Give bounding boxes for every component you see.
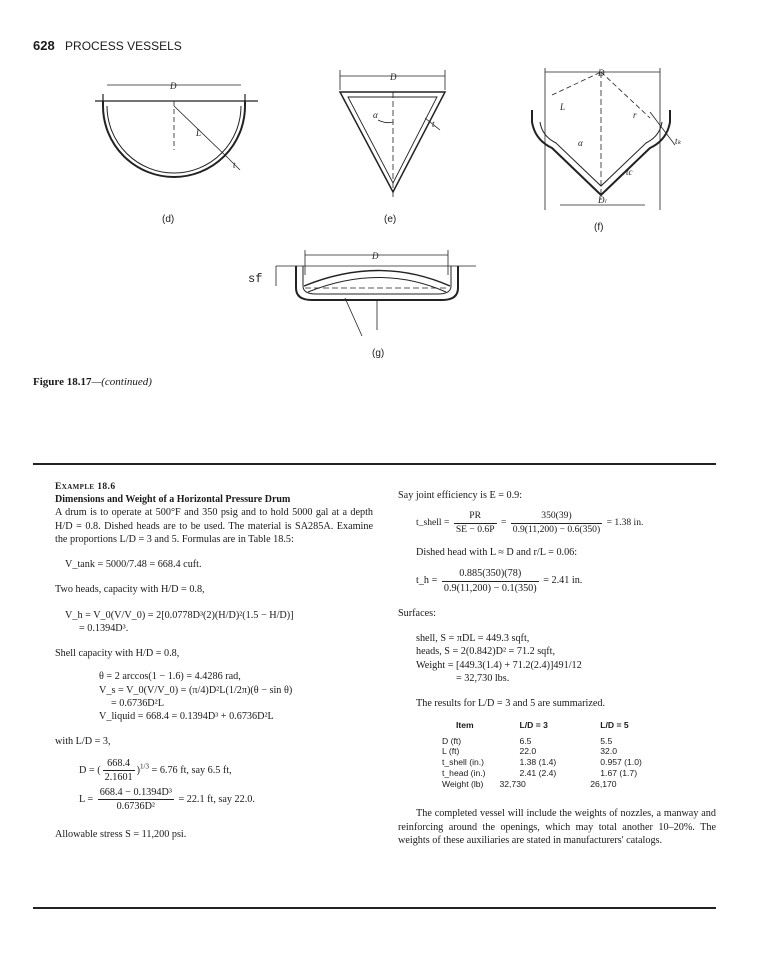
eq-D-numerator: 668.4 <box>103 757 135 771</box>
table-row <box>416 779 646 790</box>
example-title: Example 18.6 <box>55 482 116 492</box>
eq-weight-result: = 32,730 lbs. <box>456 672 510 684</box>
table-row <box>416 757 646 768</box>
text-surfaces: Surfaces: <box>398 607 436 619</box>
example-left-column <box>55 481 373 841</box>
results-table <box>416 720 646 789</box>
figure-e-dimension-alpha: α <box>373 110 378 120</box>
figure-f-dimension-DL: Dₗ <box>598 195 606 205</box>
eq-tshell: t_shell = $\frac{PR}{SE - 0.6P}$ = $\frac{350(39)}{0.9(11,200) - 0.6(350)}$ = 1.38 in. <box>416 510 644 535</box>
eq-vtank: V_tank = 5000/7.48 = 668.4 cuft. <box>65 559 202 571</box>
table-cell: 5.5 <box>600 735 613 746</box>
results-header-item: Item <box>456 720 474 731</box>
eq-tshell-num1: PR <box>454 510 497 523</box>
table-cell: D (ft) <box>442 735 462 746</box>
text-results: The results for L/D = 3 and 5 are summarized. <box>416 698 606 710</box>
eq-th-rhs: = 2.41 in. <box>543 575 583 587</box>
eq-tshell-lhs: t_shell = <box>416 517 450 529</box>
table-cell: L (ft) <box>442 746 460 757</box>
eq-vliquid: V_liquid = 668.4 = 0.1394D³ + 0.6736D²L <box>99 711 274 723</box>
table-row <box>416 746 646 757</box>
table-row <box>416 768 646 779</box>
figure-d-dimension-t: t <box>233 160 236 170</box>
eq-tshell-rhs: = 1.38 in. <box>606 517 644 529</box>
text-dished-head: Dished head with L ≈ D and r/L = 0.06: <box>416 547 578 559</box>
figure-f-dimension-r: r <box>633 110 637 120</box>
eq-D-rhs: = 6.76 ft, say 6.5 ft, <box>151 764 232 776</box>
figure-caption-number: Figure 18.17 <box>33 376 92 388</box>
eq-tshell-num2: 350(39) <box>511 510 602 523</box>
eq-th-lhs: t_h = <box>416 575 438 587</box>
table-cell: 26,170 <box>590 778 617 789</box>
figure-g-drawing <box>276 250 476 336</box>
example-right-column <box>398 489 716 847</box>
eq-vh: V_h = V_0(V/V_0) = 2[0.0778D³(2)(H/D)²(1.5 − H/D)] <box>65 609 294 621</box>
eq-surface-heads: heads, S = 2(0.842)D² = 71.2 sqft, <box>416 646 556 658</box>
eq-vh-result: = 0.1394D³. <box>79 622 129 634</box>
table-cell: t_head (in.) <box>442 767 486 778</box>
table-cell: t_shell (in.) <box>442 757 485 768</box>
text-allowable-stress: Allowable stress S = 11,200 psi. <box>55 828 187 840</box>
eq-L-denominator: 0.6736D² <box>116 801 155 813</box>
figure-e-dimension-D: D <box>390 72 397 82</box>
table-row <box>416 736 646 747</box>
table-cell: 32.0 <box>600 746 618 757</box>
eq-surface-shell: shell, S = πDL = 449.3 sqft, <box>416 633 530 645</box>
figure-f-label: (f) <box>594 222 604 233</box>
figure-f-dimension-L: L <box>560 102 566 112</box>
figure-d-dimension-L: L <box>196 128 202 138</box>
bottom-rule <box>33 907 716 909</box>
eq-D-lhs: D = <box>79 764 95 776</box>
results-header-ld5: L/D = 5 <box>600 720 629 731</box>
text-shell-capacity: Shell capacity with H/D = 0.8, <box>55 648 180 660</box>
eq-L-rhs: = 22.1 ft, say 22.0. <box>178 794 255 806</box>
table-cell: 32,730 <box>499 778 526 789</box>
eq-vs: V_s = V_0(V/V_0) = (π/4)D²L(1/2π)(θ − sin θ) <box>99 684 293 696</box>
figure-d-label: (d) <box>162 214 175 225</box>
table-cell: 1.67 (1.7) <box>600 767 638 778</box>
figure-f-drawing <box>532 68 675 210</box>
eq-L-lhs: L = <box>79 794 94 806</box>
results-table-header <box>416 720 646 735</box>
eq-th-numerator: 0.885(350)(78) <box>442 567 539 581</box>
eq-L <box>55 786 373 814</box>
table-cell: 0.957 (1.0) <box>600 757 642 768</box>
text-closing: The completed vessel will include the weights of nozzles, a manway and reinforcing around the openings, which may total another 10–20%. The weights of these auxiliaries are stated in manufacturers' catalogs. <box>398 808 716 846</box>
top-rule <box>33 463 716 465</box>
eq-D: D = ( $\frac{668.4}{2.1601}$ )$^{1/3}$ = 6.76 ft, say 6.5 ft, <box>79 757 232 783</box>
eq-vs-result: = 0.6736D²L <box>111 697 164 709</box>
figure-g-label: (g) <box>372 348 385 359</box>
example-intro: A drum is to operate at 500°F and 350 psig and to hold 5000 gal at a depth H/D = 0.8. Dished heads are to be used. The material is SA285A. Examine the proportions L/D = 3 and 5. Formulas are in Table 18.5: <box>55 507 373 545</box>
figure-caption-text: —(continued) <box>91 376 152 388</box>
figure-f-dimension-tc: tc <box>626 167 633 177</box>
example-subtitle: Dimensions and Weight of a Horizontal Pressure Drum <box>55 494 291 506</box>
figure-d-dimension-D: D <box>170 81 177 91</box>
eq-D-denominator: 2.1601 <box>104 771 133 783</box>
figure-drawings <box>0 0 758 370</box>
figure-g-dimension-D: D <box>372 251 379 261</box>
page-number: 628 <box>33 38 55 53</box>
figure-e-dimension-t: t <box>432 119 435 129</box>
table-cell: Weight (lb) <box>442 778 484 789</box>
running-title: PROCESS VESSELS <box>65 39 182 53</box>
eq-tshell-den1: SE − 0.6P <box>455 523 495 535</box>
figure-f-dimension-tk: tₖ <box>675 136 682 146</box>
text-with-ld: with L/D = 3, <box>55 736 111 748</box>
figure-f-dimension-alpha: α <box>578 138 583 148</box>
figure-e-drawing <box>340 70 445 200</box>
eq-th <box>398 567 716 595</box>
text-two-heads: Two heads, capacity with H/D = 0.8, <box>55 584 205 596</box>
table-cell: 1.38 (1.4) <box>519 757 557 768</box>
eq-th-denominator: 0.9(11,200) − 0.1(350) <box>443 582 537 594</box>
table-cell: 6.5 <box>519 735 532 746</box>
figure-g-dimension-sf: sf <box>248 272 263 286</box>
figure-caption <box>33 376 152 388</box>
eq-weight: Weight = [449.3(1.4) + 71.2(2.4)]491/12 <box>416 659 582 671</box>
figure-f-dimension-D: D <box>598 68 605 78</box>
results-header-ld3: L/D = 3 <box>519 720 548 731</box>
eq-D-exponent: 1/3 <box>140 762 149 771</box>
eq-L-numerator: 668.4 − 0.1394D³ <box>98 786 174 800</box>
table-cell: 22.0 <box>519 746 537 757</box>
figure-e-label: (e) <box>384 214 397 225</box>
eq-tshell-den2: 0.9(11,200) − 0.6(350) <box>512 523 601 535</box>
eq-theta: θ = 2 arccos(1 − 1.6) = 4.4286 rad, <box>99 671 241 683</box>
table-cell: 2.41 (2.4) <box>519 767 557 778</box>
text-joint-efficiency: Say joint efficiency is E = 0.9: <box>398 490 523 501</box>
